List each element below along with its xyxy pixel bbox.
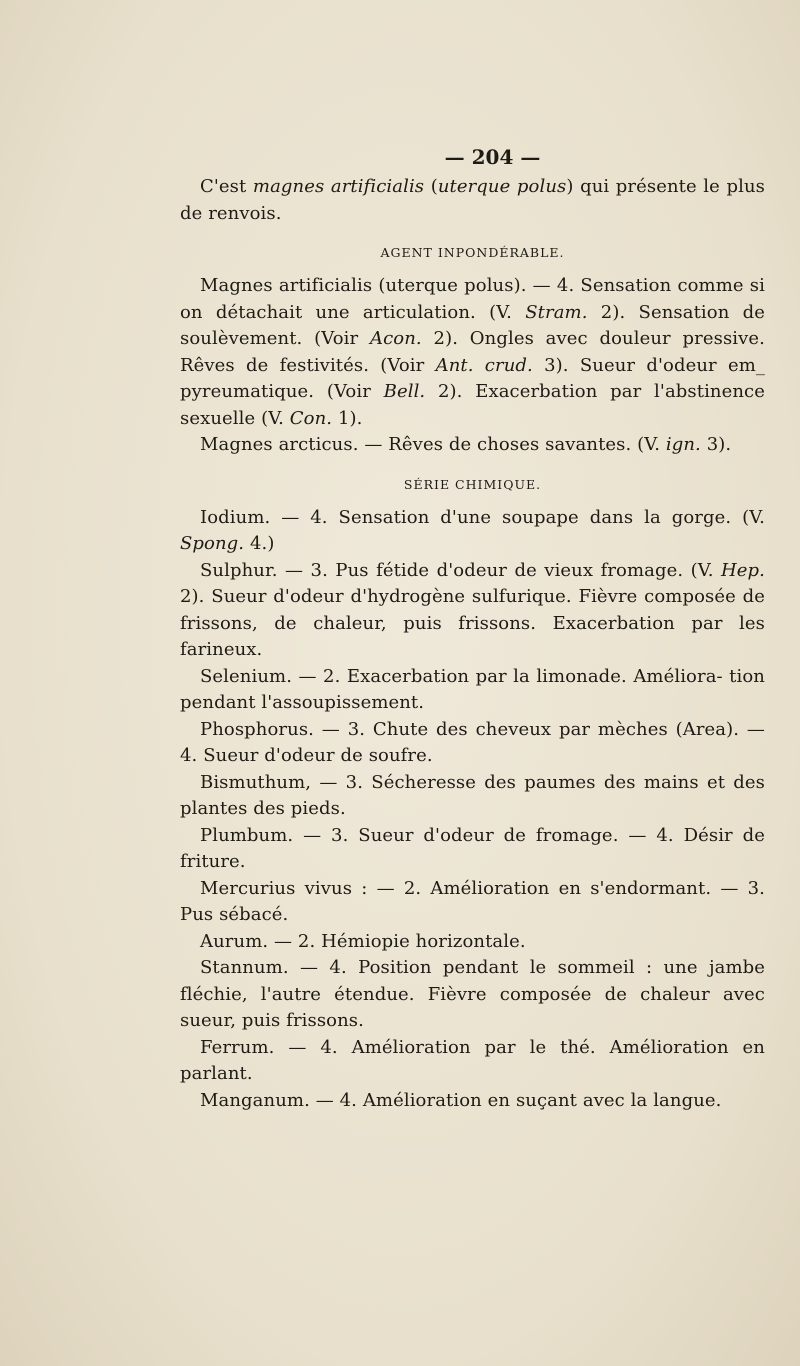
page-content (180, 140, 765, 1114)
entry-sulphur: Sulphur. — 3. Pus fétide d'odeur de vieux fromage. (V. Hep. 2). Sueur d'odeur d'hydrogène sulfurique. Fièvre composée de frissons, de chaleur, puis frissons. Exacerbation par les farineux. (180, 559, 765, 660)
entry-mercurius-vivus: Mercurius vivus : — 2. Amélioration en s'endormant. — 3. Pus sébacé. (180, 877, 765, 925)
entry-plumbum: Plumbum. — 3. Sueur d'odeur de fromage. — 4. Désir de friture. (180, 824, 765, 872)
section-heading-serie: SÉRIE CHIMIQUE. (403, 476, 542, 492)
entry-magnes-artificialis: Magnes artificialis (uterque polus). — 4. Sensation comme si on détachait une articulation. (V. Stram. 2). Sensation de soulèvement. (Voir Acon. 2). Ongles avec douleur pressive. Rêves de festivités. (Voir Ant. crud. 3). Sueur d'odeur em_ pyreumatique. (Voir Bell. 2). Exacerbation par l'abstinence sexuelle (V. Con. 1). (180, 275, 766, 429)
entry-bismuthum: Bismuthum, — 3. Sécheresse des paumes des mains et des plantes des pieds. (180, 771, 765, 819)
section-heading-agent: AGENT INPONDÉRABLE. (380, 245, 565, 260)
entry-aurum: Aurum. — 2. Hémiopie horizontale. (200, 930, 526, 952)
entry-ferrum: Ferrum. — 4. Amélioration par le thé. Amélioration en parlant. (180, 1036, 765, 1084)
entry-magnes-arcticus: Magnes arcticus. — Rêves de choses savantes. (V. ign. 3). (200, 434, 732, 455)
entry-manganum: Manganum. — 4. Amélioration en suçant avec la langue. (200, 1089, 722, 1111)
page-number: — 204 — (444, 145, 541, 169)
entry-selenium: Selenium. — 2. Exacerbation par la limonade. Améliora- tion pendant l'assoupissement. (180, 665, 765, 713)
entry-stannum: Stannum. — 4. Position pendant le sommeil : une jambe fléchie, l'autre étendue. Fièvre composée de chaleur avec sueur, puis frissons. (180, 957, 765, 1031)
intro-paragraph: C'est magnes artificialis (uterque polus) qui présente le plus de renvois. (180, 176, 765, 224)
entry-iodium: Iodium. — 4. Sensation d'une soupape dans la gorge. (V. Spong. 4.) (180, 506, 765, 554)
entry-phosphorus: Phosphorus. — 3. Chute des cheveux par mèches (Area). — 4. Sueur d'odeur de soufre. (180, 718, 765, 766)
